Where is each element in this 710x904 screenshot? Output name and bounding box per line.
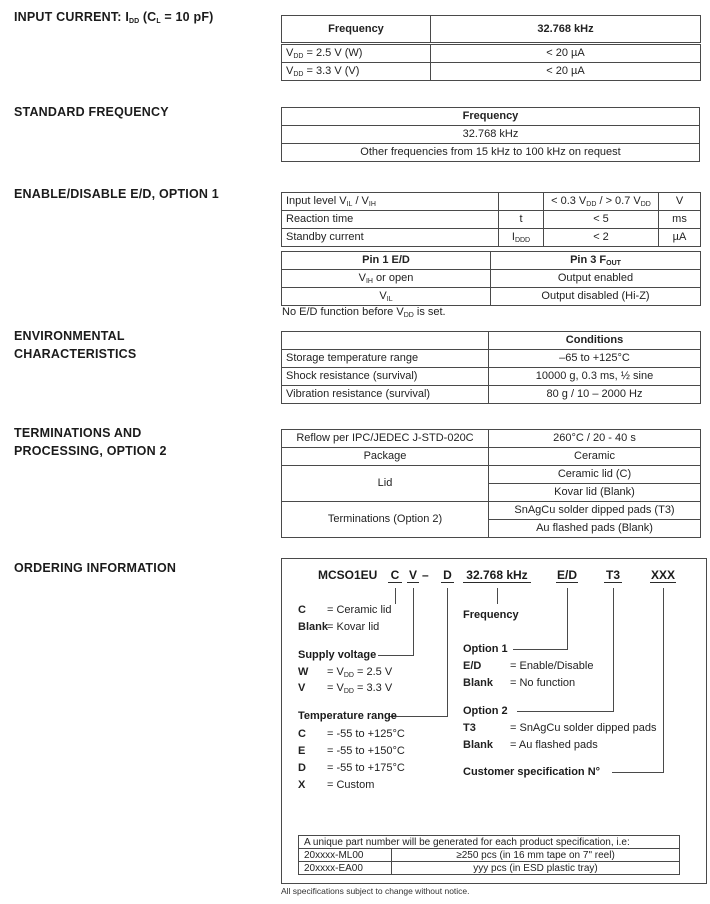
table-cell: < 0.3 $V_{DD}$ / > 0.7 $V_{DD}$ [544, 193, 659, 211]
table-cell: Other frequencies from 15 kHz to 100 kHz on request [282, 144, 700, 162]
legend-value: = $V_{DD} = 3.3$ V [327, 682, 393, 695]
temp-connector-line [389, 716, 448, 717]
table-cell: Standby current [282, 229, 499, 247]
option1-drop-line [567, 588, 568, 649]
table-cell: yyy pcs (in ESD plastic tray) [392, 862, 680, 875]
frequency-label: Frequency [463, 609, 519, 621]
legend-value: = Ceramic lid [327, 604, 392, 616]
legend-key: C [298, 604, 306, 616]
standard-frequency-table [281, 107, 700, 162]
table-cell: 260°C / 20 - 40 s [489, 430, 701, 448]
code-dash: – [422, 568, 429, 582]
legend-key: Blank [298, 621, 328, 633]
enable-disable-note: No E/D function before $V_{DD}$ is set. [282, 306, 446, 319]
table-row [282, 502, 701, 520]
legend-key: Blank [463, 677, 493, 689]
temp-legend-row [298, 762, 405, 774]
frequency-drop-line [497, 588, 498, 604]
lid-legend-row [298, 604, 392, 616]
code-frequency: 32.768 kHz [463, 568, 531, 583]
legend-key: V [298, 682, 306, 694]
table-cell: Ceramic lid (C) [489, 466, 701, 484]
supply-legend-row [298, 682, 392, 694]
table-cell: 20xxxx-EA00 [299, 862, 392, 875]
table-row [282, 16, 701, 44]
table-row [282, 386, 701, 404]
table-cell: < 5 [544, 211, 659, 229]
table-cell: µA [659, 229, 701, 247]
table-row [299, 862, 680, 875]
table-cell: Ceramic [489, 448, 701, 466]
table-row [282, 193, 701, 211]
table-cell: Lid [282, 466, 489, 502]
section-heading-ordering: ORDERING INFORMATION [14, 561, 177, 575]
legend-key: C [298, 728, 306, 740]
option2-legend-row [463, 739, 598, 751]
table-row [282, 430, 701, 448]
table-cell: < 20 µA [431, 44, 701, 63]
table-cell: Pin 3 $F_{OUT}$ [491, 252, 701, 270]
legend-value: = Kovar lid [327, 621, 380, 633]
option2-label: Option 2 [463, 705, 508, 717]
table-cell: 32.768 kHz [282, 126, 700, 144]
table-cell: Au flashed pads (Blank) [489, 520, 701, 538]
section-heading-terminations-line1: TERMINATIONS AND [14, 426, 142, 440]
section-heading-standard-frequency: STANDARD FREQUENCY [14, 105, 169, 119]
section-heading-input-current: INPUT CURRENT: $I_{DD}$ ($C_L = 10$ pF) [14, 10, 214, 25]
table-row [282, 126, 700, 144]
legend-key: Blank [463, 739, 493, 751]
table-cell: Conditions [489, 332, 701, 350]
legend-value: = No function [510, 677, 576, 689]
option1-label: Option 1 [463, 643, 508, 655]
table-cell: –65 to +125°C [489, 350, 701, 368]
table-row [282, 108, 700, 126]
table-cell: $V_{DD} = 3.3$ V (V) [282, 63, 431, 81]
table-row [282, 466, 701, 484]
temp-legend-row [298, 728, 405, 740]
temp-legend-row [298, 779, 374, 791]
table-cell: 20xxxx-ML00 [299, 849, 392, 862]
table-cell: $V_{IL}$ [282, 288, 491, 306]
table-cell: Reflow per IPC/JEDEC J-STD-020C [282, 430, 489, 448]
table-cell: Package [282, 448, 489, 466]
legend-value: = Enable/Disable [510, 660, 594, 672]
table-cell: V [659, 193, 701, 211]
section-heading-enable-disable: ENABLE/DISABLE E/D, OPTION 1 [14, 187, 219, 201]
table-cell: Terminations (Option 2) [282, 502, 489, 538]
code-prefix: MCSO1EU [318, 568, 378, 582]
code-voltage: V [408, 568, 417, 582]
table-cell: Input level $V_{IL} / V_{IH}$ [282, 193, 499, 211]
table-cell: Storage temperature range [282, 350, 489, 368]
table-row [282, 350, 701, 368]
code-lid: C [388, 568, 402, 583]
legend-value: = SnAgCu solder dipped pads [510, 722, 657, 734]
table-cell: 10000 g, 0.3 ms, ½ sine [489, 368, 701, 386]
legend-value: = Au flashed pads [510, 739, 598, 751]
table-cell [499, 193, 544, 211]
supply-legend-row [298, 666, 392, 678]
option1-legend-row [463, 677, 575, 689]
part-number-table [298, 835, 680, 875]
table-cell: $V_{IH}$ or open [282, 270, 491, 288]
table-row [282, 332, 701, 350]
voltage-drop-line [413, 588, 414, 655]
table-row [282, 211, 701, 229]
table-row [299, 836, 680, 849]
option2-connector-line [517, 711, 614, 712]
legend-value: = $V_{DD} = 2.5$ V [327, 666, 393, 679]
table-cell: A unique part number will be generated for each product specification, i.e: [299, 836, 680, 849]
table-cell [282, 332, 489, 350]
table-row [299, 849, 680, 862]
legend-key: T3 [463, 722, 476, 734]
pin-function-table [281, 251, 701, 306]
table-cell: t [499, 211, 544, 229]
table-cell: 80 g / 10 – 2000 Hz [489, 386, 701, 404]
ordering-information-box [281, 558, 707, 884]
code-option1: E/D [556, 568, 577, 582]
option2-legend-row [463, 722, 656, 734]
customer-connector-line [612, 772, 664, 773]
table-cell: Shock resistance (survival) [282, 368, 489, 386]
code-temp: D [441, 568, 454, 583]
temp-legend-row [298, 745, 405, 757]
legend-key: D [298, 762, 306, 774]
temperature-range-label: Temperature range [298, 710, 397, 722]
code-option2: T3 [605, 568, 620, 582]
table-cell: SnAgCu solder dipped pads (T3) [489, 502, 701, 520]
legend-value: = Custom [327, 779, 375, 791]
table-row [282, 144, 700, 162]
legend-key: E/D [463, 660, 482, 672]
legend-value: = -55 to +150°C [327, 745, 405, 757]
option1-connector-line [513, 649, 568, 650]
table-cell: Frequency [282, 108, 700, 126]
table-row [282, 270, 701, 288]
table-row [282, 229, 701, 247]
customer-specification-label: Customer specification N° [463, 766, 601, 778]
supply-connector-line [378, 655, 414, 656]
table-cell: Reaction time [282, 211, 499, 229]
table-cell: 32.768 kHz [431, 16, 701, 44]
table-row [282, 448, 701, 466]
table-cell: Frequency [282, 16, 431, 44]
table-row [282, 63, 701, 81]
table-cell: < 2 [544, 229, 659, 247]
temp-drop-line [447, 588, 448, 716]
option1-legend-row [463, 660, 593, 672]
section-heading-terminations-line2: PROCESSING, OPTION 2 [14, 444, 167, 458]
legend-key: X [298, 779, 306, 791]
table-row [282, 44, 701, 63]
legend-key: W [298, 666, 309, 678]
section-heading-environmental-line1: ENVIRONMENTAL [14, 329, 125, 343]
legend-value: = -55 to +175°C [327, 762, 405, 774]
code-customer: XXX [650, 568, 675, 582]
terminations-table [281, 429, 701, 538]
enable-disable-spec-table [281, 192, 701, 247]
customer-drop-line [663, 588, 664, 772]
table-cell: Pin 1 E/D [282, 252, 491, 270]
legend-key: E [298, 745, 306, 757]
table-row [282, 288, 701, 306]
lid-legend-row [298, 621, 379, 633]
environmental-table [281, 331, 701, 404]
table-row [282, 368, 701, 386]
section-heading-environmental-line2: CHARACTERISTICS [14, 347, 137, 361]
supply-voltage-label: Supply voltage [298, 649, 377, 661]
table-cell: Output enabled [491, 270, 701, 288]
table-cell: $I_{DDD}$ [499, 229, 544, 247]
lid-drop-line [395, 588, 396, 604]
input-current-table [281, 15, 701, 81]
table-cell: < 20 µA [431, 63, 701, 81]
legend-value: = -55 to +125°C [327, 728, 405, 740]
option2-drop-line [613, 588, 614, 711]
table-cell: $V_{DD} = 2.5$ V (W) [282, 44, 431, 63]
table-row [282, 252, 701, 270]
table-cell: Output disabled (Hi-Z) [491, 288, 701, 306]
table-cell: ms [659, 211, 701, 229]
table-cell: ≥250 pcs (in 16 mm tape on 7" reel) [392, 849, 680, 862]
footer-disclaimer: All specifications subject to change without notice. [281, 886, 470, 896]
table-cell: Kovar lid (Blank) [489, 484, 701, 502]
table-cell: Vibration resistance (survival) [282, 386, 489, 404]
